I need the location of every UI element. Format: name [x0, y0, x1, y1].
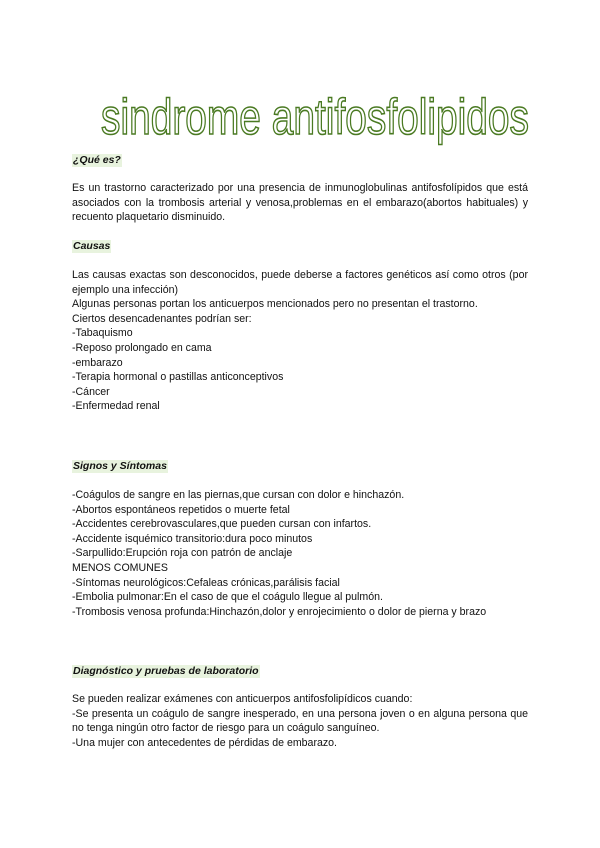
list-item: -Sarpullido:Erupción roja con patrón de anclaje — [72, 547, 293, 560]
paragraph: Se pueden realizar exámenes con anticuerpos antifosfolipídicos cuando: — [72, 693, 413, 705]
paragraph: Algunas personas portan los anticuerpos mencionados pero no presentan el trastorno. — [72, 298, 478, 311]
list-item: -Tabaquismo — [72, 327, 133, 340]
section-body-que-es — [72, 181, 528, 225]
list-item: -Accidentes cerebrovasculares,que pueden cursan con infartos. — [72, 518, 372, 531]
subheading: MENOS COMUNES — [72, 561, 168, 574]
paragraph: Es un trastorno caracterizado por una presencia de inmunoglobulinas antifosfolípidos que está asociados con la trombosis arterial y venosa,problemas en el embarazo(abortos habituales) y recuento plaquetario disminuido. — [72, 182, 528, 224]
section-heading-que-es: ¿Qué es? — [73, 154, 121, 166]
section-heading-causas: Causas — [73, 240, 111, 252]
list-item: -Coágulos de sangre en las piernas,que cursan con dolor e hinchazón. — [72, 489, 405, 501]
list-item: -Síntomas neurológicos:Cefaleas crónicas,parálisis facial — [72, 576, 340, 589]
list-item: -Terapia hormonal o pastillas anticonceptivos — [72, 371, 284, 384]
paragraph: Las causas exactas son desconocidos, puede deberse a factores genéticos así como otros (por ejemplo una infección) — [72, 269, 528, 296]
paragraph: -Una mujer con antecedentes de pérdidas de embarazo. — [72, 736, 338, 749]
list-item: -Abortos espontáneos repetidos o muerte fetal — [72, 503, 290, 516]
paragraph: -Se presenta un coágulo de sangre inesperado, en una persona joven o en alguna persona que no tenga ningún otro factor de riesgo para un coágulo sanguíneo. — [72, 707, 528, 735]
section-heading-diagnostico: Diagnóstico y pruebas de laboratorio — [73, 665, 259, 677]
document-title: sindrome antifosfolipidos — [101, 89, 529, 145]
document-title-wordart — [95, 89, 535, 145]
list-item: -Reposo prolongado en cama — [72, 341, 212, 354]
list-item: -Accidente isquémico transitorio:dura poco minutos — [72, 532, 313, 545]
paragraph: Ciertos desencadenantes podrían ser: — [72, 312, 252, 325]
list-item: -Enfermedad renal — [72, 400, 160, 413]
section-body-signos-sintomas — [72, 488, 528, 619]
list-item: -Embolia pulmonar:En el caso de que el coágulo llegue al pulmón. — [72, 591, 383, 604]
list-item: -Trombosis venosa profunda:Hinchazón,dolor y enrojecimiento o dolor de pierna y brazo — [72, 605, 487, 618]
list-item: -embarazo — [72, 356, 123, 369]
list-item: -Cáncer — [72, 385, 110, 398]
section-body-diagnostico — [72, 692, 528, 750]
section-body-causas — [72, 268, 528, 414]
section-heading-signos-sintomas: Signos y Síntomas — [73, 460, 167, 472]
